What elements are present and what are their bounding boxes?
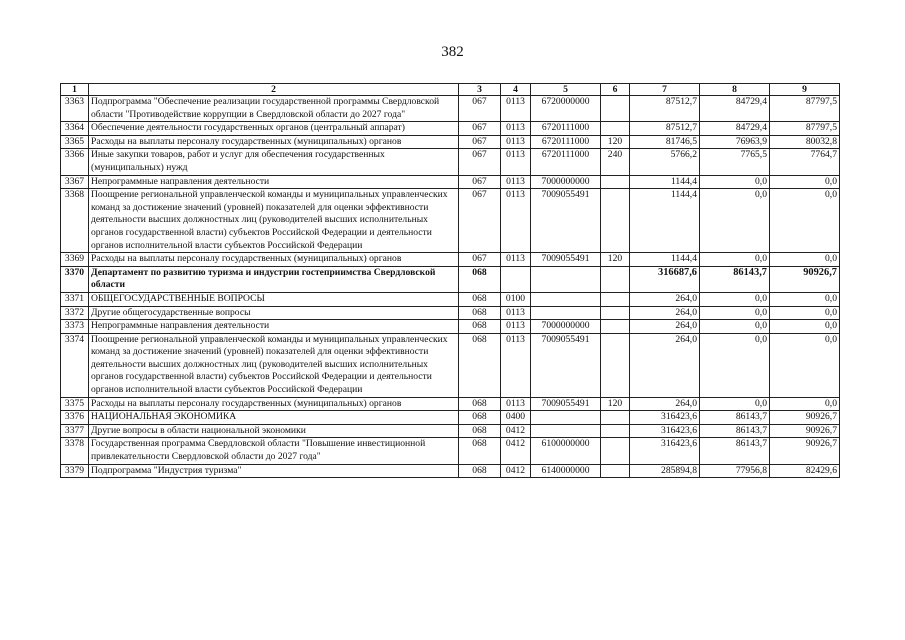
ministry-code: 067 [459, 175, 501, 189]
amount-col-7: 1144,4 [630, 175, 700, 189]
table-row [61, 464, 840, 478]
table-row [61, 424, 840, 438]
table-row [61, 189, 840, 253]
amount-col-9: 0,0 [770, 320, 840, 334]
amount-col-9: 90926,7 [770, 266, 840, 292]
amount-col-9: 87797,5 [770, 122, 840, 136]
row-number: 3367 [61, 175, 89, 189]
section-code: 0113 [501, 122, 531, 136]
row-number: 3371 [61, 292, 89, 306]
page-number: 382 [441, 44, 464, 60]
section-code [501, 266, 531, 292]
section-code: 0113 [501, 397, 531, 411]
amount-col-8: 0,0 [700, 397, 770, 411]
expense-type-code [601, 306, 630, 320]
section-code: 0113 [501, 333, 531, 397]
amount-col-8: 0,0 [700, 292, 770, 306]
ministry-code: 067 [459, 149, 501, 175]
amount-col-9: 80032,8 [770, 135, 840, 149]
amount-col-8: 86143,7 [700, 424, 770, 438]
row-name: Другие вопросы в области национальной экономики [89, 424, 459, 438]
row-name: Департамент по развитию туризма и индустрии гостеприимства Свердловской области [89, 266, 459, 292]
table-row [61, 438, 840, 464]
ministry-code: 068 [459, 292, 501, 306]
row-name: Расходы на выплаты персоналу государственных (муниципальных) органов [89, 397, 459, 411]
amount-col-9: 0,0 [770, 333, 840, 397]
header-cell: 9 [770, 84, 840, 96]
amount-col-9: 0,0 [770, 397, 840, 411]
expense-type-code [601, 424, 630, 438]
amount-col-7: 87512,7 [630, 122, 700, 136]
row-number: 3377 [61, 424, 89, 438]
section-code: 0113 [501, 306, 531, 320]
ministry-code: 068 [459, 464, 501, 478]
amount-col-9: 0,0 [770, 189, 840, 253]
row-number: 3376 [61, 411, 89, 425]
ministry-code: 067 [459, 253, 501, 267]
table-row [61, 149, 840, 175]
table-row [61, 135, 840, 149]
section-code: 0113 [501, 96, 531, 122]
row-name: Обеспечение деятельности государственных органов (центральный аппарат) [89, 122, 459, 136]
amount-col-9: 0,0 [770, 175, 840, 189]
expense-type-code [601, 320, 630, 334]
table-row [61, 266, 840, 292]
section-code: 0113 [501, 189, 531, 253]
row-number: 3368 [61, 189, 89, 253]
target-article-code: 7000000000 [531, 320, 601, 334]
row-name: ОБЩЕГОСУДАРСТВЕННЫЕ ВОПРОСЫ [89, 292, 459, 306]
amount-col-9: 90926,7 [770, 424, 840, 438]
table-body [61, 96, 840, 478]
amount-col-9: 7764,7 [770, 149, 840, 175]
expense-type-code [601, 122, 630, 136]
ministry-code: 068 [459, 306, 501, 320]
target-article-code: 6720000000 [531, 96, 601, 122]
expense-type-code [601, 438, 630, 464]
amount-col-9: 0,0 [770, 253, 840, 267]
amount-col-8: 0,0 [700, 320, 770, 334]
amount-col-7: 316423,6 [630, 438, 700, 464]
row-number: 3365 [61, 135, 89, 149]
target-article-code: 6720111000 [531, 149, 601, 175]
ministry-code: 067 [459, 135, 501, 149]
amount-col-8: 86143,7 [700, 266, 770, 292]
header-cell: 2 [89, 84, 459, 96]
amount-col-7: 316423,6 [630, 424, 700, 438]
expense-type-code: 120 [601, 397, 630, 411]
section-code: 0412 [501, 424, 531, 438]
amount-col-9: 90926,7 [770, 411, 840, 425]
amount-col-7: 285894,8 [630, 464, 700, 478]
expense-type-code [601, 464, 630, 478]
amount-col-8: 0,0 [700, 306, 770, 320]
ministry-code: 068 [459, 397, 501, 411]
table-row [61, 292, 840, 306]
ministry-code: 068 [459, 438, 501, 464]
header-cell: 7 [630, 84, 700, 96]
ministry-code: 067 [459, 96, 501, 122]
target-article-code: 7009055491 [531, 333, 601, 397]
expense-type-code [601, 266, 630, 292]
amount-col-8: 84729,4 [700, 96, 770, 122]
ministry-code: 067 [459, 122, 501, 136]
header-cell: 4 [501, 84, 531, 96]
section-code: 0400 [501, 411, 531, 425]
ministry-code: 068 [459, 320, 501, 334]
amount-col-7: 264,0 [630, 320, 700, 334]
amount-col-9: 0,0 [770, 306, 840, 320]
row-number: 3364 [61, 122, 89, 136]
row-number: 3372 [61, 306, 89, 320]
target-article-code: 7009055491 [531, 189, 601, 253]
row-name: Непрограммные направления деятельности [89, 320, 459, 334]
expense-type-code [601, 411, 630, 425]
row-name: Поощрение региональной управленческой команды и муниципальных управленческих команд за достижение значений (уровней) показателей для оценки эффективности деятельности высших должностных лиц (руководителей высших исполнительных органов государственной власти) субъектов Российской Федерации и деятельности органов исполнительной власти субъектов Российской Федерации [89, 189, 459, 253]
amount-col-7: 264,0 [630, 397, 700, 411]
amount-col-7: 1144,4 [630, 253, 700, 267]
row-number: 3373 [61, 320, 89, 334]
row-name: Поощрение региональной управленческой команды и муниципальных управленческих команд за достижение значений (уровней) показателей для оценки эффективности деятельности высших должностных лиц (руководителей высших исполнительных органов государственной власти) субъектов Российской Федерации и деятельности органов исполнительной власти субъектов Российской Федерации [89, 333, 459, 397]
row-name: Другие общегосударственные вопросы [89, 306, 459, 320]
target-article-code: 6100000000 [531, 438, 601, 464]
row-number: 3370 [61, 266, 89, 292]
expense-type-code: 240 [601, 149, 630, 175]
table-row [61, 96, 840, 122]
target-article-code: 6720111000 [531, 135, 601, 149]
amount-col-8: 77956,8 [700, 464, 770, 478]
target-article-code [531, 292, 601, 306]
target-article-code [531, 411, 601, 425]
row-number: 3369 [61, 253, 89, 267]
header-cell: 1 [61, 84, 89, 96]
section-code: 0100 [501, 292, 531, 306]
header-cell: 6 [601, 84, 630, 96]
amount-col-7: 1144,4 [630, 189, 700, 253]
header-cell: 5 [531, 84, 601, 96]
target-article-code: 6140000000 [531, 464, 601, 478]
row-number: 3378 [61, 438, 89, 464]
amount-col-7: 87512,7 [630, 96, 700, 122]
amount-col-8: 0,0 [700, 333, 770, 397]
amount-col-7: 5766,2 [630, 149, 700, 175]
section-code: 0412 [501, 464, 531, 478]
amount-col-7: 316423,6 [630, 411, 700, 425]
amount-col-9: 0,0 [770, 292, 840, 306]
section-code: 0113 [501, 135, 531, 149]
row-name: Подпрограмма "Индустрия туризма" [89, 464, 459, 478]
expense-type-code [601, 333, 630, 397]
ministry-code: 068 [459, 424, 501, 438]
section-code: 0113 [501, 320, 531, 334]
row-name: Подпрограмма "Обеспечение реализации государственной программы Свердловской области "Противодействие коррупции в Свердловской области до 2027 года" [89, 96, 459, 122]
table-row [61, 320, 840, 334]
row-name: НАЦИОНАЛЬНАЯ ЭКОНОМИКА [89, 411, 459, 425]
row-name: Расходы на выплаты персоналу государственных (муниципальных) органов [89, 253, 459, 267]
table-row [61, 333, 840, 397]
ministry-code: 068 [459, 411, 501, 425]
table-row [61, 306, 840, 320]
amount-col-7: 316687,6 [630, 266, 700, 292]
row-name: Расходы на выплаты персоналу государственных (муниципальных) органов [89, 135, 459, 149]
budget-table [60, 83, 840, 478]
row-number: 3366 [61, 149, 89, 175]
table-row [61, 253, 840, 267]
table-row [61, 175, 840, 189]
amount-col-7: 264,0 [630, 333, 700, 397]
row-number: 3379 [61, 464, 89, 478]
amount-col-8: 86143,7 [700, 411, 770, 425]
header-row [61, 84, 840, 96]
amount-col-7: 264,0 [630, 292, 700, 306]
table-row [61, 122, 840, 136]
amount-col-8: 0,0 [700, 189, 770, 253]
section-code: 0113 [501, 175, 531, 189]
amount-col-9: 90926,7 [770, 438, 840, 464]
section-code: 0412 [501, 438, 531, 464]
section-code: 0113 [501, 253, 531, 267]
expense-type-code: 120 [601, 253, 630, 267]
target-article-code [531, 266, 601, 292]
amount-col-8: 84729,4 [700, 122, 770, 136]
table-row [61, 397, 840, 411]
expense-type-code [601, 189, 630, 253]
ministry-code: 068 [459, 333, 501, 397]
target-article-code: 7009055491 [531, 253, 601, 267]
row-number: 3374 [61, 333, 89, 397]
amount-col-8: 0,0 [700, 253, 770, 267]
row-number: 3363 [61, 96, 89, 122]
expense-type-code [601, 96, 630, 122]
amount-col-9: 87797,5 [770, 96, 840, 122]
table-row [61, 411, 840, 425]
target-article-code [531, 424, 601, 438]
target-article-code [531, 306, 601, 320]
amount-col-8: 0,0 [700, 175, 770, 189]
expense-type-code: 120 [601, 135, 630, 149]
row-name: Иные закупки товаров, работ и услуг для обеспечения государственных (муниципальных) нужд [89, 149, 459, 175]
target-article-code: 7000000000 [531, 175, 601, 189]
row-number: 3375 [61, 397, 89, 411]
row-name: Государственная программа Свердловской области "Повышение инвестиционной привлекательности Свердловской области до 2027 года" [89, 438, 459, 464]
expense-type-code [601, 175, 630, 189]
target-article-code: 7009055491 [531, 397, 601, 411]
ministry-code: 068 [459, 266, 501, 292]
amount-col-8: 7765,5 [700, 149, 770, 175]
ministry-code: 067 [459, 189, 501, 253]
row-name: Непрограммные направления деятельности [89, 175, 459, 189]
amount-col-7: 264,0 [630, 306, 700, 320]
target-article-code: 6720111000 [531, 122, 601, 136]
section-code: 0113 [501, 149, 531, 175]
amount-col-7: 81746,5 [630, 135, 700, 149]
amount-col-8: 76963,9 [700, 135, 770, 149]
expense-type-code [601, 292, 630, 306]
amount-col-8: 86143,7 [700, 438, 770, 464]
header-cell: 3 [459, 84, 501, 96]
header-cell: 8 [700, 84, 770, 96]
amount-col-9: 82429,6 [770, 464, 840, 478]
